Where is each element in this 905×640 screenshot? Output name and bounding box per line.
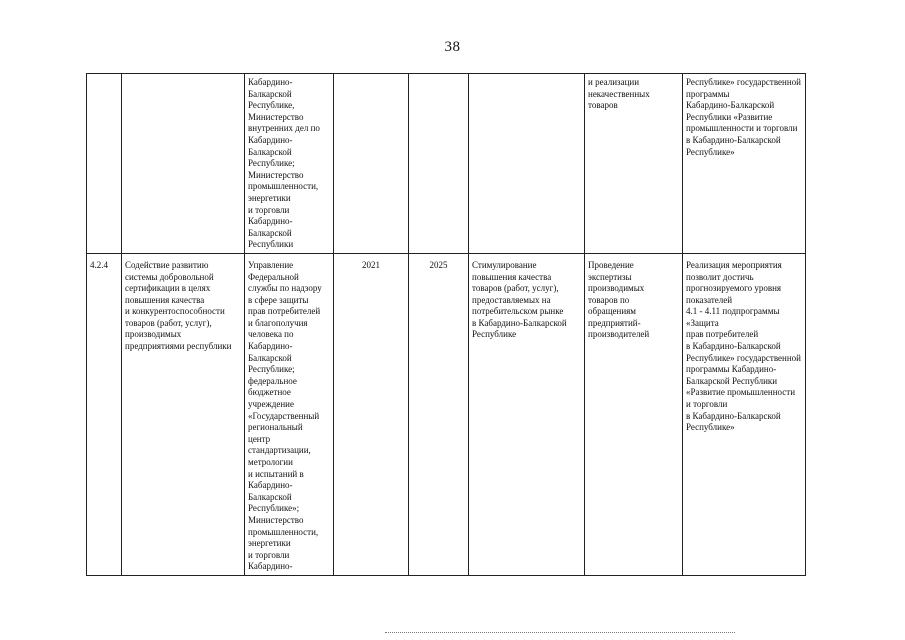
cell-program-link: Реализация мероприятия позволит достичь прогнозируемого уровня показателей 4.1 - 4.11 подпрограммы «Защита прав потребителей в Кабардино-Балкарской Республике» государственной программы Кабардино- Балкарской Республики «Развитие промышленности и торговли в Кабардино-Балкарской Республике» [683,253,806,575]
page-number: 38 [444,39,461,55]
cell-end-year [409,74,469,254]
cell-consequences: и реализации некачественных товаров [585,74,683,254]
scan-artifact [385,632,735,634]
cell-measure: Содействие развитию системы добровольной сертификации в целях повышения качества и конкурентоспособности товаров (работ, услуг), производимых предприятиями республики [122,253,245,575]
cell-end-year: 2025 [409,253,469,575]
cell-program-link: Республике» государственной программы Кабардино-Балкарской Республики «Развитие промышленности и торговли в Кабардино-Балкарской Республике» [683,74,806,254]
cell-executor: Управление Федеральной службы по надзору в сфере защиты прав потребителей и благополучия человека по Кабардино- Балкарской Республике; федеральное бюджетное учреждение «Государственный региональный центр стандартизации, метрологии и испытаний в Кабардино- Балкарской Республике»; Министерство промышленности, энергетики и торговли Кабардино- [245,253,334,575]
cell-start-year [334,74,409,254]
cell-start-year: 2021 [334,253,409,575]
table-row [87,74,806,254]
cell-number: 4.2.4 [87,253,122,575]
cell-number [87,74,122,254]
cell-executor: Кабардино- Балкарской Республике, Министерство внутренних дел по Кабардино- Балкарской Республике; Министерство промышленности, энергетики и торговли Кабардино- Балкарской Республики [245,74,334,254]
cell-consequences: Проведение экспертизы производимых товаров по обращениям предприятий- производителей [585,253,683,575]
cell-measure [122,74,245,254]
table-row [87,253,806,575]
cell-expected-result [469,74,585,254]
measures-table [86,73,806,576]
cell-expected-result: Стимулирование повышения качества товаров (работ, услуг), предоставляемых на потребительском рынке в Кабардино-Балкарской Республике [469,253,585,575]
